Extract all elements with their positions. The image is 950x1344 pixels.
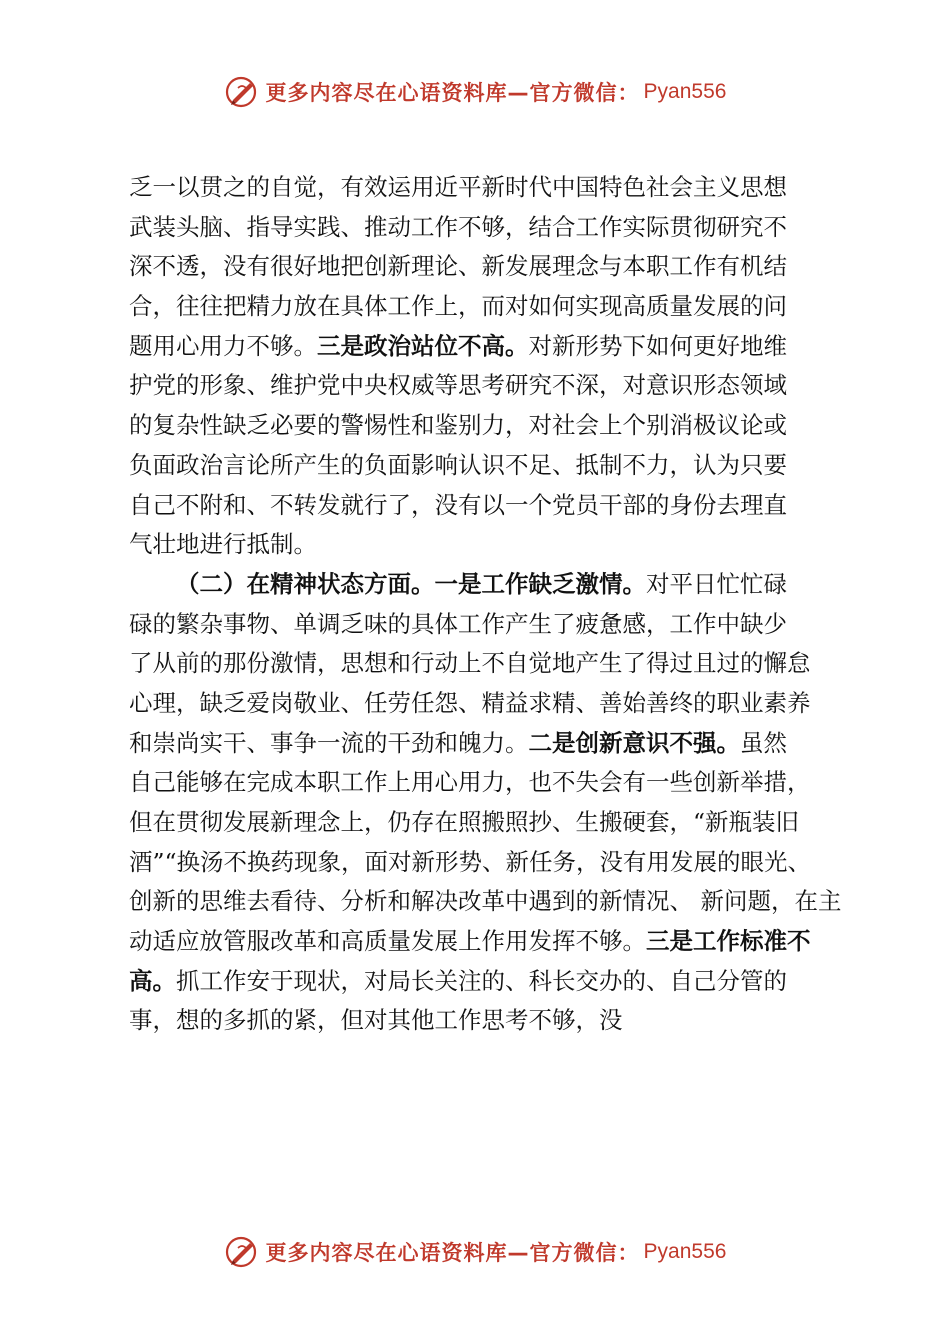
footer-banner-text: 更多内容尽在心语资料库—官方微信： (265, 1241, 640, 1265)
bold-heading: 三是政治站位不高。 (317, 331, 529, 360)
text-line: 心理，缺乏爱岗敬业、任劳任怨、精益求精、善始善终的职业素养 (129, 688, 811, 717)
text-line (129, 962, 835, 1002)
footer-watermark (0, 1230, 950, 1274)
text-span: 抓工作安于现状，对局长关注的、科长交办的、自己分管的 (176, 966, 787, 995)
pen-logo-icon (224, 74, 260, 110)
text-span: 虽然 (740, 728, 787, 757)
text-line: 武装头脑、指导实践、推动工作不够，结合工作实际贯彻研究不 (129, 212, 787, 241)
header-banner-text: 更多内容尽在心语资料库—官方微信： (265, 81, 640, 105)
bold-heading: 三是工作标准不 (646, 927, 811, 956)
footer-banner-id: Pyan556 (643, 1240, 727, 1263)
text-line: 合，往往把精力放在具体工作上，而对如何实现高质量发展的问 (129, 292, 787, 321)
text-span: 题用心用力不够。 (129, 331, 317, 360)
text-line (129, 922, 835, 962)
text-span: 对平日忙忙碌 (646, 569, 787, 598)
text-line: 创新的思维去看待、分析和解决改革中遇到的新情况、 新问题，在主 (129, 887, 842, 916)
text-line: 但在贯彻发展新理念上，仍存在照搬照抄、生搬硬套，“新瓶装旧 (129, 808, 800, 836)
text-line: 护党的形象、维护党中央权威等思考研究不深，对意识形态领域 (129, 371, 787, 400)
text-line (129, 327, 835, 367)
text-line: 了从前的那份激情，思想和行动上不自觉地产生了得过且过的懈怠 (129, 649, 811, 678)
text-span: 和崇尚实干、事争一流的干劲和魄力。 (129, 728, 529, 757)
pen-logo-icon (224, 1234, 260, 1270)
header-watermark (0, 70, 950, 114)
text-line: 气壮地进行抵制。 (129, 530, 317, 559)
section-heading: （二）在精神状态方面。 (176, 569, 435, 598)
text-line: 碌的繁杂事物、单调乏味的具体工作产生了疲惫感，工作中缺少 (129, 609, 787, 638)
text-line (129, 565, 835, 605)
document-body (129, 168, 842, 1041)
text-line: 深不透，没有很好地把创新理论、新发展理念与本职工作有机结 (129, 252, 787, 281)
bold-heading: 高。 (129, 966, 176, 995)
text-line: 事，想的多抓的紧，但对其他工作思考不够，没 (129, 1006, 623, 1035)
header-banner-id: Pyan556 (643, 80, 727, 103)
text-line: 酒”“换汤不换药现象，面对新形势、新任务，没有用发展的眼光、 (129, 847, 812, 876)
text-line: 的复杂性缺乏必要的警惕性和鉴别力，对社会上个别消极议论或 (129, 411, 787, 440)
text-line: 自己不附和、不转发就行了，没有以一个党员干部的身份去理直 (129, 490, 787, 519)
text-span: 动适应放管服改革和高质量发展上作用发挥不够。 (129, 927, 646, 956)
text-line (129, 724, 835, 764)
bold-heading: 二是创新意识不强。 (528, 728, 740, 757)
text-line: 负面政治言论所产生的负面影响认识不足、抵制不力，认为只要 (129, 450, 787, 479)
text-line: 乏一以贯之的自觉，有效运用近平新时代中国特色社会主义思想 (129, 173, 787, 201)
bold-heading: 一是工作缺乏激情。 (434, 569, 646, 598)
text-span: 对新形势下如何更好地维 (528, 331, 787, 360)
text-line: 自己能够在完成本职工作上用心用力，也不失会有一些创新举措， (129, 768, 811, 797)
